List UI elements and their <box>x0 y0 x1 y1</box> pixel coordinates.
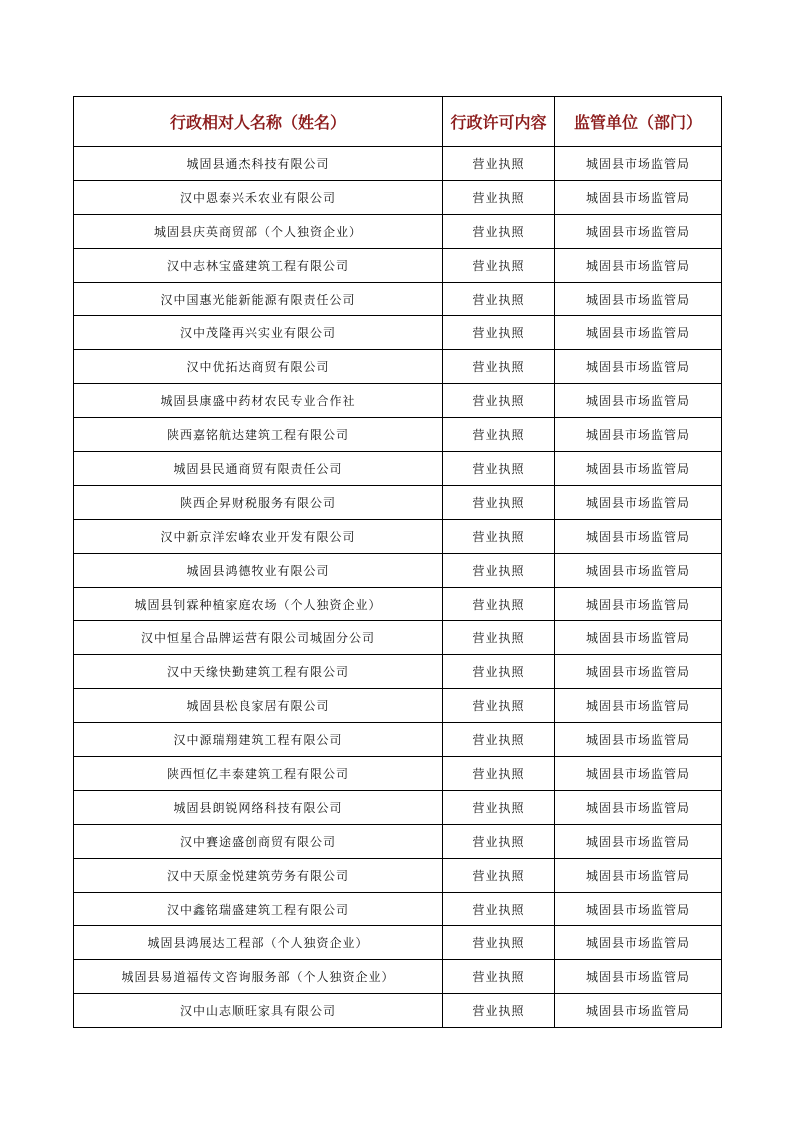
table-row <box>74 621 722 655</box>
cell-entity-name: 汉中天缘快勤建筑工程有限公司 <box>74 655 443 689</box>
cell-permit-content: 营业执照 <box>443 994 555 1028</box>
header-supervising-unit: 监管单位（部门） <box>555 97 722 147</box>
cell-supervising-unit: 城固县市场监管局 <box>555 452 722 486</box>
cell-permit-content: 营业执照 <box>443 180 555 214</box>
cell-permit-content: 营业执照 <box>443 452 555 486</box>
table-row <box>74 824 722 858</box>
table-row <box>74 180 722 214</box>
table-row <box>74 723 722 757</box>
cell-supervising-unit: 城固县市场监管局 <box>555 282 722 316</box>
cell-entity-name: 城固县民通商贸有限责任公司 <box>74 452 443 486</box>
cell-permit-content: 营业执照 <box>443 316 555 350</box>
cell-entity-name: 城固县康盛中药材农民专业合作社 <box>74 384 443 418</box>
table-row <box>74 553 722 587</box>
cell-permit-content: 营业执照 <box>443 384 555 418</box>
cell-permit-content: 营业执照 <box>443 892 555 926</box>
table-row <box>74 655 722 689</box>
cell-permit-content: 营业执照 <box>443 519 555 553</box>
cell-permit-content: 营业执照 <box>443 282 555 316</box>
cell-permit-content: 营业执照 <box>443 350 555 384</box>
table-row <box>74 757 722 791</box>
cell-entity-name: 汉中新京洋宏峰农业开发有限公司 <box>74 519 443 553</box>
table-row <box>74 147 722 181</box>
cell-permit-content: 营业执照 <box>443 723 555 757</box>
cell-supervising-unit: 城固县市场监管局 <box>555 960 722 994</box>
cell-supervising-unit: 城固县市场监管局 <box>555 994 722 1028</box>
table-row <box>74 994 722 1028</box>
table-header-row <box>74 97 722 147</box>
table-row <box>74 519 722 553</box>
table-row <box>74 248 722 282</box>
header-entity-name: 行政相对人名称（姓名） <box>74 97 443 147</box>
cell-supervising-unit: 城固县市场监管局 <box>555 553 722 587</box>
table-row <box>74 282 722 316</box>
table-row <box>74 960 722 994</box>
cell-supervising-unit: 城固县市场监管局 <box>555 621 722 655</box>
permit-table <box>73 96 722 1028</box>
cell-permit-content: 营业执照 <box>443 587 555 621</box>
cell-entity-name: 汉中茂隆再兴实业有限公司 <box>74 316 443 350</box>
header-permit-content: 行政许可内容 <box>443 97 555 147</box>
cell-entity-name: 汉中国惠光能新能源有限责任公司 <box>74 282 443 316</box>
cell-supervising-unit: 城固县市场监管局 <box>555 858 722 892</box>
cell-entity-name: 陕西嘉铭航达建筑工程有限公司 <box>74 418 443 452</box>
cell-entity-name: 城固县鸿展达工程部（个人独资企业） <box>74 926 443 960</box>
cell-entity-name: 汉中山志顺旺家具有限公司 <box>74 994 443 1028</box>
cell-entity-name: 城固县钊霖种植家庭农场（个人独资企业） <box>74 587 443 621</box>
cell-supervising-unit: 城固县市场监管局 <box>555 926 722 960</box>
cell-entity-name: 汉中恩泰兴禾农业有限公司 <box>74 180 443 214</box>
table-row <box>74 316 722 350</box>
cell-entity-name: 城固县鸿德牧业有限公司 <box>74 553 443 587</box>
cell-supervising-unit: 城固县市场监管局 <box>555 519 722 553</box>
cell-entity-name: 城固县易道福传文咨询服务部（个人独资企业） <box>74 960 443 994</box>
cell-entity-name: 陕西恒亿丰泰建筑工程有限公司 <box>74 757 443 791</box>
cell-permit-content: 营业执照 <box>443 214 555 248</box>
cell-supervising-unit: 城固县市场监管局 <box>555 350 722 384</box>
cell-supervising-unit: 城固县市场监管局 <box>555 689 722 723</box>
table-row <box>74 892 722 926</box>
cell-permit-content: 营业执照 <box>443 248 555 282</box>
cell-supervising-unit: 城固县市场监管局 <box>555 485 722 519</box>
cell-supervising-unit: 城固县市场监管局 <box>555 723 722 757</box>
cell-supervising-unit: 城固县市场监管局 <box>555 824 722 858</box>
cell-supervising-unit: 城固县市场监管局 <box>555 892 722 926</box>
cell-permit-content: 营业执照 <box>443 553 555 587</box>
table-row <box>74 926 722 960</box>
cell-permit-content: 营业执照 <box>443 147 555 181</box>
cell-permit-content: 营业执照 <box>443 960 555 994</box>
table-row <box>74 384 722 418</box>
table-row <box>74 350 722 384</box>
cell-supervising-unit: 城固县市场监管局 <box>555 180 722 214</box>
cell-permit-content: 营业执照 <box>443 689 555 723</box>
cell-entity-name: 汉中賽途盛创商贸有限公司 <box>74 824 443 858</box>
table-body <box>74 147 722 1028</box>
cell-entity-name: 汉中恒星合品牌运营有限公司城固分公司 <box>74 621 443 655</box>
table-row <box>74 587 722 621</box>
table-row <box>74 858 722 892</box>
cell-permit-content: 营业执照 <box>443 621 555 655</box>
cell-supervising-unit: 城固县市场监管局 <box>555 587 722 621</box>
table-row <box>74 418 722 452</box>
cell-permit-content: 营业执照 <box>443 858 555 892</box>
cell-entity-name: 陕西企昇财税服务有限公司 <box>74 485 443 519</box>
cell-entity-name: 汉中志林宝盛建筑工程有限公司 <box>74 248 443 282</box>
cell-permit-content: 营业执照 <box>443 824 555 858</box>
table-row <box>74 214 722 248</box>
cell-supervising-unit: 城固县市场监管局 <box>555 757 722 791</box>
cell-entity-name: 城固县庆英商贸部（个人独资企业） <box>74 214 443 248</box>
cell-permit-content: 营业执照 <box>443 418 555 452</box>
cell-permit-content: 营业执照 <box>443 655 555 689</box>
cell-entity-name: 城固县通杰科技有限公司 <box>74 147 443 181</box>
cell-entity-name: 城固县松良家居有限公司 <box>74 689 443 723</box>
cell-permit-content: 营业执照 <box>443 790 555 824</box>
cell-permit-content: 营业执照 <box>443 757 555 791</box>
table-row <box>74 452 722 486</box>
cell-supervising-unit: 城固县市场监管局 <box>555 214 722 248</box>
cell-supervising-unit: 城固县市场监管局 <box>555 655 722 689</box>
table-row <box>74 689 722 723</box>
cell-entity-name: 汉中优拓达商贸有限公司 <box>74 350 443 384</box>
cell-entity-name: 汉中天原金悦建筑劳务有限公司 <box>74 858 443 892</box>
table-row <box>74 485 722 519</box>
cell-supervising-unit: 城固县市场监管局 <box>555 248 722 282</box>
cell-entity-name: 汉中鑫铭瑞盛建筑工程有限公司 <box>74 892 443 926</box>
cell-supervising-unit: 城固县市场监管局 <box>555 384 722 418</box>
cell-supervising-unit: 城固县市场监管局 <box>555 316 722 350</box>
cell-supervising-unit: 城固县市场监管局 <box>555 790 722 824</box>
cell-permit-content: 营业执照 <box>443 926 555 960</box>
cell-permit-content: 营业执照 <box>443 485 555 519</box>
table-row <box>74 790 722 824</box>
cell-entity-name: 城固县朗锐网络科技有限公司 <box>74 790 443 824</box>
cell-entity-name: 汉中源瑞翔建筑工程有限公司 <box>74 723 443 757</box>
cell-supervising-unit: 城固县市场监管局 <box>555 147 722 181</box>
cell-supervising-unit: 城固县市场监管局 <box>555 418 722 452</box>
